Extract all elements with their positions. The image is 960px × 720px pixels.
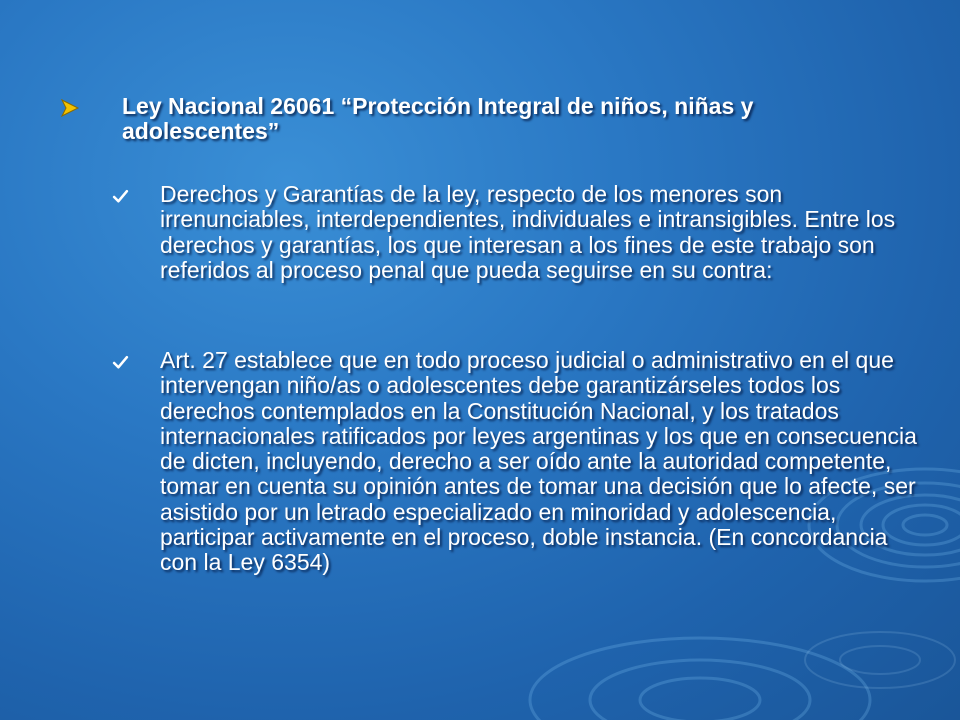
checkmark-icon bbox=[112, 188, 129, 205]
list-item-text: Derechos y Garantías de la ley, respecto de los menores son irrenunciables, interdependientes, individuales e intransigibles. Entre los derechos y garantías, los que interesan a los fines de este trabajo son referidos al proceso penal que pueda seguirse en su contra: bbox=[160, 181, 896, 283]
checkmark-icon bbox=[112, 354, 129, 371]
main-bullet-text: Ley Nacional 26061 “Protección Integral de niños, niñas y adolescentes” bbox=[122, 93, 754, 144]
arrow-bullet-icon bbox=[60, 98, 80, 118]
list-item-text: Art. 27 establece que en todo proceso judicial o administrativo en el que intervengan niño/as o adolescentes debe garantizárseles todos los derechos contemplados en la Constitución Nacional, y los tratados internacionales ratificados por leyes argentinas y los que en consecuencia de dicten, incluyendo, derecho a ser oído ante la autoridad competente, tomar en cuenta su opinión antes de tomar una decisión que lo afecte, ser asistido por un letrado especializado en minoridad y adolescencia, participar activamente en el proceso, doble instancia. (En concordancia con la Ley 6354) bbox=[160, 347, 917, 576]
